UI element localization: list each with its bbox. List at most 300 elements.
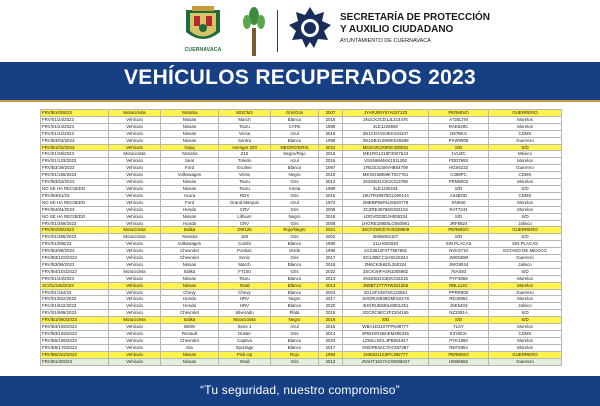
table-cell: 3CZRE48786G302104 [343,206,429,213]
header-divider [277,10,278,52]
table-cell: 603CM3 [219,110,271,117]
table-cell: NO SE HA RECIBIDO [41,213,109,220]
table-cell: FRV/B3/61/23 [41,192,109,199]
table-cell: 1974 [319,199,343,206]
table-cell: C398PC [429,172,489,179]
table-row [41,137,562,144]
table-cell: Chevy [161,289,219,296]
table-cell: FRV/01/133/2023 [41,158,109,165]
table-cell: 2013 [319,275,343,282]
institution-line-1: SECRETARÍA DE PROTECCIÓN [340,12,491,23]
table-cell: Vehículo [109,158,161,165]
table-cell: 2018 [319,213,343,220]
table-cell: CDMX [489,130,562,137]
table-cell: Jalisco [489,261,562,268]
table-cell: Nissan [161,282,219,289]
table-cell: Avenger 220 [219,144,271,151]
table-cell: FRV/01/24/2023 [41,123,109,130]
table-cell: Gris [271,358,319,365]
table-row [41,296,562,303]
table-cell: Combi [219,241,271,248]
table-cell: 3LE1236181 [343,185,429,192]
table-cell: GUERRERO [489,110,562,117]
table-cell: 2015 [319,310,343,317]
table-cell: S/D [429,317,489,324]
table-cell: BMW [161,324,219,331]
table-cell: S/D [489,213,562,220]
table-cell: ZW125 [219,227,271,234]
table-cell: Guerrero [489,137,562,144]
table-cell: FRV/B3/39/2023 [41,165,109,172]
table-cell: RAE548C [429,123,489,130]
table-cell: 76AS93 [429,268,489,275]
table-cell: Vehículo [109,172,161,179]
table-cell: Blanco [271,241,319,248]
table-cell: 2007 [319,110,343,117]
table-cell: S/D [429,234,489,241]
table-cell: 1G2JB12F4T7597581 [343,248,429,255]
table-cell: Ecoline [219,165,271,172]
table-cell: FRV/01/29/2023 [41,151,109,158]
table-cell: 3GCRC9EC2FZ204165 [343,310,429,317]
table-cell: FRV/B3/53/2023 [41,179,109,186]
table-cell: 2015 [319,324,343,331]
table-cell: SNK60 [429,199,489,206]
table-cell: NO SE HA RECIBIDO [41,199,109,206]
table-cell: 7LSY [429,324,489,331]
table-row [41,358,562,365]
table-cell: Renault [161,331,219,338]
table-row [41,344,562,351]
table-cell: Tsuru [219,275,271,282]
table-cell: Vehículo [109,324,161,331]
table-cell: Motocicleta [109,151,161,158]
table-cell: PPRR800 [429,289,489,296]
table-cell: FRV/B1/02/2023 [41,144,109,151]
table-cell: Blanco [271,303,319,310]
table-cell: Vehículo [109,220,161,227]
table-cell: Motocicleta [109,110,161,117]
table-cell: Vehículo [109,261,161,268]
table-cell: 2017 [319,344,343,351]
table-cell: FRV/01/42/2023 [41,130,109,137]
table-cell: FRV/B3/98/2023 [41,248,109,255]
table-cell: SIN PLACAS [429,241,489,248]
table-cell: Negro [271,296,319,303]
table-cell: FRV/01/155/2023 [41,172,109,179]
table-cell: Toledo [219,158,271,165]
table-cell: Nissan [161,261,219,268]
table-cell: Guerrero [489,358,562,365]
table-cell: Motocicleta [109,227,161,234]
table-cell: WBA1D3107FPK89777 [343,324,429,331]
table-cell: KNDPB3AC7H7287387 [343,344,429,351]
table-cell: Vehículo [109,248,161,255]
table-cell: Tsuru [219,123,271,130]
table-cell: Blanco [271,289,319,296]
table-cell: Nissan [161,185,219,192]
table-cell: 19UTR48975GL000144 [343,192,429,199]
table-cell: 2019 [319,130,343,137]
table-cell: 1VUZC [429,151,489,158]
table-cell: 1N6SD11S3PC392777 [343,351,429,358]
table-cell: Xtrail [219,282,271,289]
table-cell: Tsuru [219,179,271,186]
table-cell: HEB6655 [429,358,489,365]
table-cell: Vento [219,172,271,179]
table-row [41,172,562,179]
table-row [41,213,562,220]
table-cell: Vehículo [109,303,161,310]
table-cell: CRV [219,206,271,213]
table-row [41,123,562,130]
table-cell: Honda [161,296,219,303]
table-cell: ME1RG1218F2007543 [343,151,429,158]
table-row [41,144,562,151]
table-cell: Gris [271,220,319,227]
table-cell: Vehículo [109,213,161,220]
table-cell: Morelos [489,179,562,186]
table-cell: Nissan [161,123,219,130]
table-cell: FRV/B4/84/2023 [41,206,109,213]
coat-of-arms-icon [172,4,234,48]
table-cell: FRV/01/066/23 [41,241,109,248]
table-cell: Vehículo [109,165,161,172]
table-cell: Pick Up [219,351,271,358]
tree-icon [242,6,266,56]
table-cell: Volkswagen [161,241,219,248]
table-cell: Nissan [161,358,219,365]
table-cell: March [219,261,271,268]
table-row [41,268,562,275]
table-row [41,241,562,248]
table-cell: LDDVDD2DJH006334 [343,213,429,220]
table-cell: PERMISO [429,351,489,358]
table-row [41,199,562,206]
table-cell: FRV/B6/196/2023 [41,337,109,344]
table-cell: Vehículo [109,123,161,130]
table-cell: Italika [161,227,219,234]
table-cell: Chevrolet [161,255,219,262]
table-cell: LZWLLNCLJPB051917 [343,337,429,344]
table-cell: S/D [343,317,429,324]
table-cell: 2MEBP95F6UX620778 [343,199,429,206]
table-cell: Yamaha [161,151,219,158]
table-cell: 3SCK3HFA4N1005882 [343,268,429,275]
table-cell: FRV/04/05/2023 [41,227,109,234]
table-cell: Vehículo [109,331,161,338]
table-cell: Negro [271,213,319,220]
table-cell: Xtrail [219,358,271,365]
table-cell: S/D [429,144,489,151]
table-cell: Nissan [161,116,219,123]
institution-name [340,12,490,36]
table-cell: Vehículo [109,358,161,365]
table-cell: 2022 [319,268,343,275]
table-cell: FRV/B3/99/2023 [41,261,109,268]
table-cell: PERMISO [429,227,489,234]
table-cell: 3HGRU5838GM018178 [343,296,429,303]
table-cell: PRM6002 [429,179,489,186]
table-cell: ESTADO DE MEXICO [489,248,562,255]
table-cell: Chevrolet [161,248,219,255]
table-cell: SC/01/245/2023 [41,282,109,289]
table-cell: Vehículo [109,185,161,192]
table-cell: Duster [219,331,271,338]
table-cell: A34BOD [429,192,489,199]
table-cell: HRV [219,296,271,303]
table-cell: RBL114C [429,282,489,289]
table-cell: CRV [219,220,271,227]
table-cell: 9FBHSR4BAEM396345 [343,331,429,338]
table-cell: Vehículo [109,206,161,213]
table-cell: Plata [271,310,319,317]
table-cell: S/D [489,310,562,317]
table-cell: 2003 [319,289,343,296]
table-cell: Blanco [271,275,319,282]
table-cell: CDMX [489,172,562,179]
table-cell: 1HGRE18958LG060981 [343,220,429,227]
table-cell: FRV/B6/202/2023 [41,351,109,358]
table-cell: Gris [271,179,319,186]
table-cell: Silverado [219,310,271,317]
table-cell: March [219,116,271,123]
table-cell: 2012 [319,358,343,365]
table-cell: 3N1CK3CD1JL214476 [343,116,429,123]
table-cell: REF2854 [429,344,489,351]
table-cell: PYK1860 [429,337,489,344]
table-cell: Vehículo [109,296,161,303]
table-cell: 2002 [319,234,343,241]
table-cell: S/D [489,185,562,192]
table-cell: 2017 [319,255,343,262]
table-cell: 1997 [319,165,343,172]
table-cell: FRV/B3/165/2023 [41,324,109,331]
table-cell: 3SCFZWCE7HX039809 [343,227,429,234]
table-cell: S/D [489,144,562,151]
table-cell: Verde [271,248,319,255]
table-cell: E3YBCK [429,331,489,338]
table-cell: PDD7992 [429,158,489,165]
table-row [41,227,562,234]
table-cell: Vehículo [109,337,161,344]
table-cell: Blanco [271,116,319,123]
table-cell: Gejiq [161,144,219,151]
table-cell: 1FBJS31S8VHB64709 [343,165,429,172]
table-cell: Nissan [161,137,219,144]
table-row [41,234,562,241]
table-cell: Vehículo [109,192,161,199]
table-cell: JWG9044 [429,261,489,268]
table-cell: 2018 [319,261,343,268]
table-cell: Sportage [219,344,271,351]
table-cell: Motocicleta [109,317,161,324]
table-cell: 1989 [319,185,343,192]
table-cell: Negro/Rojo [271,151,319,158]
table-cell: Vehículo [109,255,161,262]
table-row [41,255,562,262]
institution-subtitle: AYUNTAMIENTO DE CUERNAVACA [340,38,431,44]
table-cell: RDX [219,192,271,199]
table-cell: Sentra [219,137,271,144]
table-cell: 1993 [319,351,343,358]
table-cell: RAT7244 [429,206,489,213]
table-body [41,110,562,366]
table-cell: GUERRERO [489,227,562,234]
table-cell: Blanco [271,261,319,268]
table-cell: Azul [271,158,319,165]
table-row [41,165,562,172]
institution-line-2: Y AUXILIO CIUDADANO [340,24,454,35]
table-cell: Vehículo [109,199,161,206]
table-row [41,220,562,227]
table-cell: SIN PLACAS [489,241,562,248]
table-cell: CAFE [271,123,319,130]
table-cell: Vehículo [109,310,161,317]
table-cell: JN1HT1817ACW006047 [343,358,429,365]
table-row [41,282,562,289]
table-cell: Negro [271,317,319,324]
table-cell: FRV/01/552/2023 [41,296,109,303]
table-cell: Vehículo [109,137,161,144]
table-cell: 3KB6064107 [343,234,429,241]
table-cell: Jalisco [489,303,562,310]
table-cell: Morelos [489,337,562,344]
table-row [41,110,562,117]
table-cell: JN8BT27T7HW321555 [343,282,429,289]
table-cell: 3G1SF24876S132561 [343,289,429,296]
municipio-label: CUERNAVACA [184,47,222,53]
table-cell: JWE5598 [429,255,489,262]
table-cell: 3LE1228650 [343,123,429,130]
table-cell: Guerrero [489,255,562,262]
table-row [41,337,562,344]
table-cell: Motocicleta [109,268,161,275]
table-cell: 2018 [319,116,343,123]
table-cell: FRV/B3/03/2023 [41,137,109,144]
table-cell: FRV/01/34/2023 [41,275,109,282]
table-cell: Gris [271,255,319,262]
table-cell: JYARJ06Y57A037133 [343,110,429,117]
table-cell: FRV/01/622/2023 [41,303,109,310]
table-cell: Guerrero [489,289,562,296]
table-cell: Gris [271,192,319,199]
table-cell: 2016 [319,151,343,158]
table-row [41,206,562,213]
table-cell: MD2A20JX9NC400031 [343,144,429,151]
table-cell: México [489,151,562,158]
table-cell: RDJ0964 [429,296,489,303]
table-cell: S/D [429,213,489,220]
table-cell: FRV/01/24/2023 [41,116,109,123]
table-cell: Morelos [489,282,562,289]
table-cell: Acura [161,192,219,199]
table-cell: Nissan [161,275,219,282]
table-row [41,130,562,137]
table-cell: Gris [271,234,319,241]
table-cell: Guerrero [489,165,562,172]
table-cell: Vehículo [109,116,161,123]
table-cell: Morelos [489,324,562,331]
vehicles-table-container [40,109,561,364]
table-cell: Italika [161,317,219,324]
table-cell: FRV/B3/159/2023 [41,331,109,338]
table-cell: MEX5H2B59KT027761 [343,172,429,179]
header [0,0,600,62]
table-cell: Vehículo [109,130,161,137]
table-cell: Chevrolet [161,337,219,344]
table-cell: Motocicleta [109,234,161,241]
table-cell: 2016 [319,192,343,199]
table-row [41,151,562,158]
table-cell: Jalisco [489,220,562,227]
table-cell: D87BKS [429,130,489,137]
table-cell: Ford [161,165,219,172]
table-cell: 1989 [319,123,343,130]
table-cell: Nissan [161,179,219,186]
table-cell: 2012 [319,179,343,186]
table-row [41,317,562,324]
table-cell: FRV/B1/203/23 [41,358,109,365]
table-cell: PYF4868 [429,275,489,282]
table-cell: 2021 [319,227,343,234]
table-cell: 3N1EB31S2CK313780 [343,179,429,186]
table-cell: FRV/01/359/2023 [41,220,109,227]
table-cell: 2017 [319,296,343,303]
police-badge-icon [287,6,333,52]
table-row [41,310,562,317]
table-row [41,116,562,123]
table-cell: Morelos [489,123,562,130]
table-cell: NZ3391A [429,310,489,317]
table-cell: Ford [161,199,219,206]
table-cell: 3HGRU5830LM001251 [343,303,429,310]
table-cell: Versa [219,130,271,137]
vehicles-table [40,109,562,366]
table-cell: Honda [161,206,219,213]
table-cell: Chevy [219,289,271,296]
table-cell: 21LH603040 [343,241,429,248]
table-cell: 3N1EB31S3DK315215 [343,275,429,282]
table-cell: FRV/B1/080/2023 [41,317,109,324]
table-row [41,261,562,268]
table-cell: 2008 [319,220,343,227]
table-cell: FT150 [219,268,271,275]
table-cell: 3G1J85CC1HS518344 [343,255,429,262]
table-cell: FRV/01/164/23 [41,289,109,296]
table-cell: JSE5403 [429,303,489,310]
table-cell: Yamaha [161,234,219,241]
table-cell: VSSN6M4KK1011292 [343,158,429,165]
table-cell: Honda [161,220,219,227]
table-cell: Motocicleta [219,317,271,324]
table-cell: Nissan [161,351,219,358]
table-row [41,351,562,358]
table-cell: Seat [161,158,219,165]
table-cell: Azul [271,324,319,331]
table-cell: GUERRERO [489,351,562,358]
table-cell: Pontiac [219,248,271,255]
table-cell: Vehículo [109,144,161,151]
table-cell: 2020 [319,303,343,310]
table-cell: FRV/01/386/2023 [41,234,109,241]
table-cell: Gris [271,268,319,275]
table-cell: Morelos [489,199,562,206]
table-cell: 1996 [319,248,343,255]
table-row [41,158,562,165]
table-cell: Serie 1 [219,324,271,331]
table-cell: S/D [489,317,562,324]
